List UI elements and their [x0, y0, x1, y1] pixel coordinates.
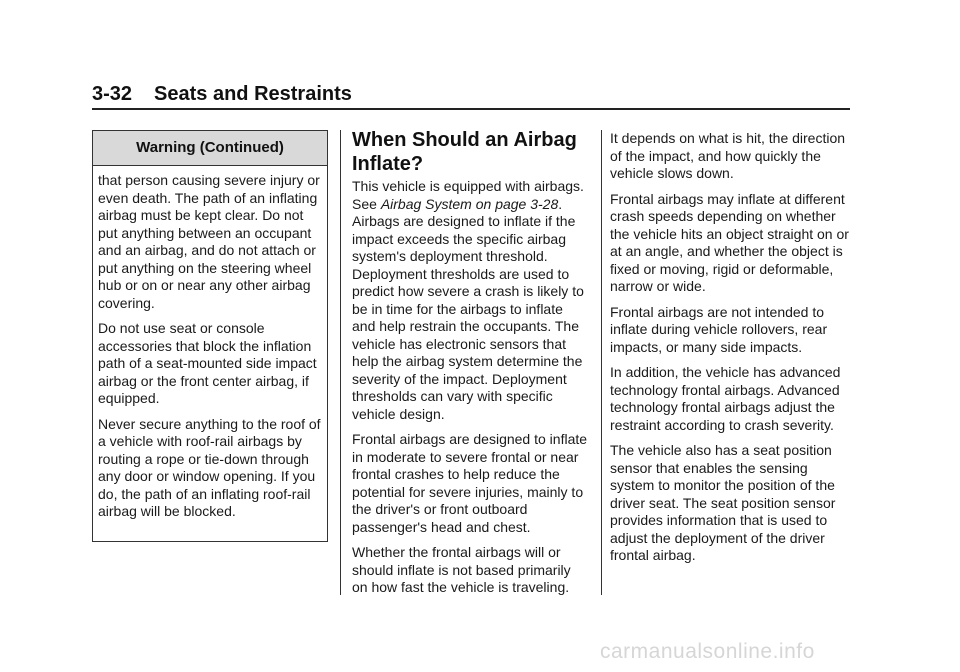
body-paragraph: It depends on what is hit, the direction of the impact, and how quickly the vehicle slows down.	[610, 130, 846, 181]
body-paragraph: Frontal airbags are not intended to inflate during vehicle rollovers, rear impacts, or many side impacts.	[610, 303, 828, 355]
column-divider	[340, 130, 341, 595]
section-title: Seats and Restraints	[154, 83, 352, 105]
section-heading: When Should an Airbag Inflate?	[352, 129, 577, 175]
warning-paragraph: that person causing severe injury or even death. The path of an inflating airbag must be kept clear. Do not put anything between an occupant and an airbag, and do not attach or put anything on the steering wheel hub or on or near any other airbag covering.	[98, 172, 320, 311]
header-rule	[92, 108, 850, 110]
body-paragraph: Frontal airbags may inflate at different crash speeds depending on whether the vehicle hits an object straight on or at an angle, and whether the object is fixed or moving, rigid or deformable, narrow or wide.	[610, 190, 849, 294]
warning-paragraph: Do not use seat or console accessories that block the inflation path of a seat-mounted side impact airbag or the front center airbag, if equipped.	[98, 320, 317, 406]
body-paragraph: Whether the frontal airbags will or should inflate is not based primarily on how fast the vehicle is traveling.	[352, 544, 571, 595]
page-header	[92, 82, 352, 106]
warning-body	[98, 172, 324, 529]
intro-text-continued: . Airbags are designed to inflate if the impact exceeds the specific airbag system's deployment threshold. Deployment thresholds are used to predict how severe a crash is likely to be in time for the airbags to inflate and help restrain the occupants. The vehicle has electronic sensors that help the airbag system determine the severity of the impact. Deployment thresholds can vary with specific vehicle design.	[352, 195, 584, 422]
intro-text: This vehicle is equipped with airbags. See	[352, 178, 584, 212]
body-paragraph: In addition, the vehicle has advanced technology frontal airbags. Advanced technology frontal airbags adjust the restraint according to crash severity.	[610, 364, 841, 433]
intro-paragraph	[352, 178, 590, 423]
cross-reference-link[interactable]: Airbag System on page 3-28	[380, 195, 559, 212]
body-paragraph: The vehicle also has a seat position sensor that enables the sensing system to monitor the position of the driver seat. The seat position sensor provides information that is used to adjust the deployment of the driver frontal airbag.	[610, 442, 836, 563]
right-column	[610, 130, 852, 573]
warning-paragraph: Never secure anything to the roof of a vehicle with roof-rail airbags by routing a rope or tie-down through any door or window opening. If you do, the path of an inflating roof-rail airbag will be blocked.	[98, 415, 321, 519]
watermark: carmanualsonline.info	[600, 640, 815, 663]
page-number: 3-32	[92, 83, 133, 105]
warning-title: Warning (Continued)	[93, 131, 327, 166]
body-paragraph: Frontal airbags are designed to inflate in moderate to severe frontal or near frontal crashes to help reduce the potential for severe injuries, mainly to the driver's or front outboard passenger's head and chest.	[352, 431, 588, 535]
column-divider	[601, 130, 602, 595]
middle-column	[352, 178, 590, 605]
